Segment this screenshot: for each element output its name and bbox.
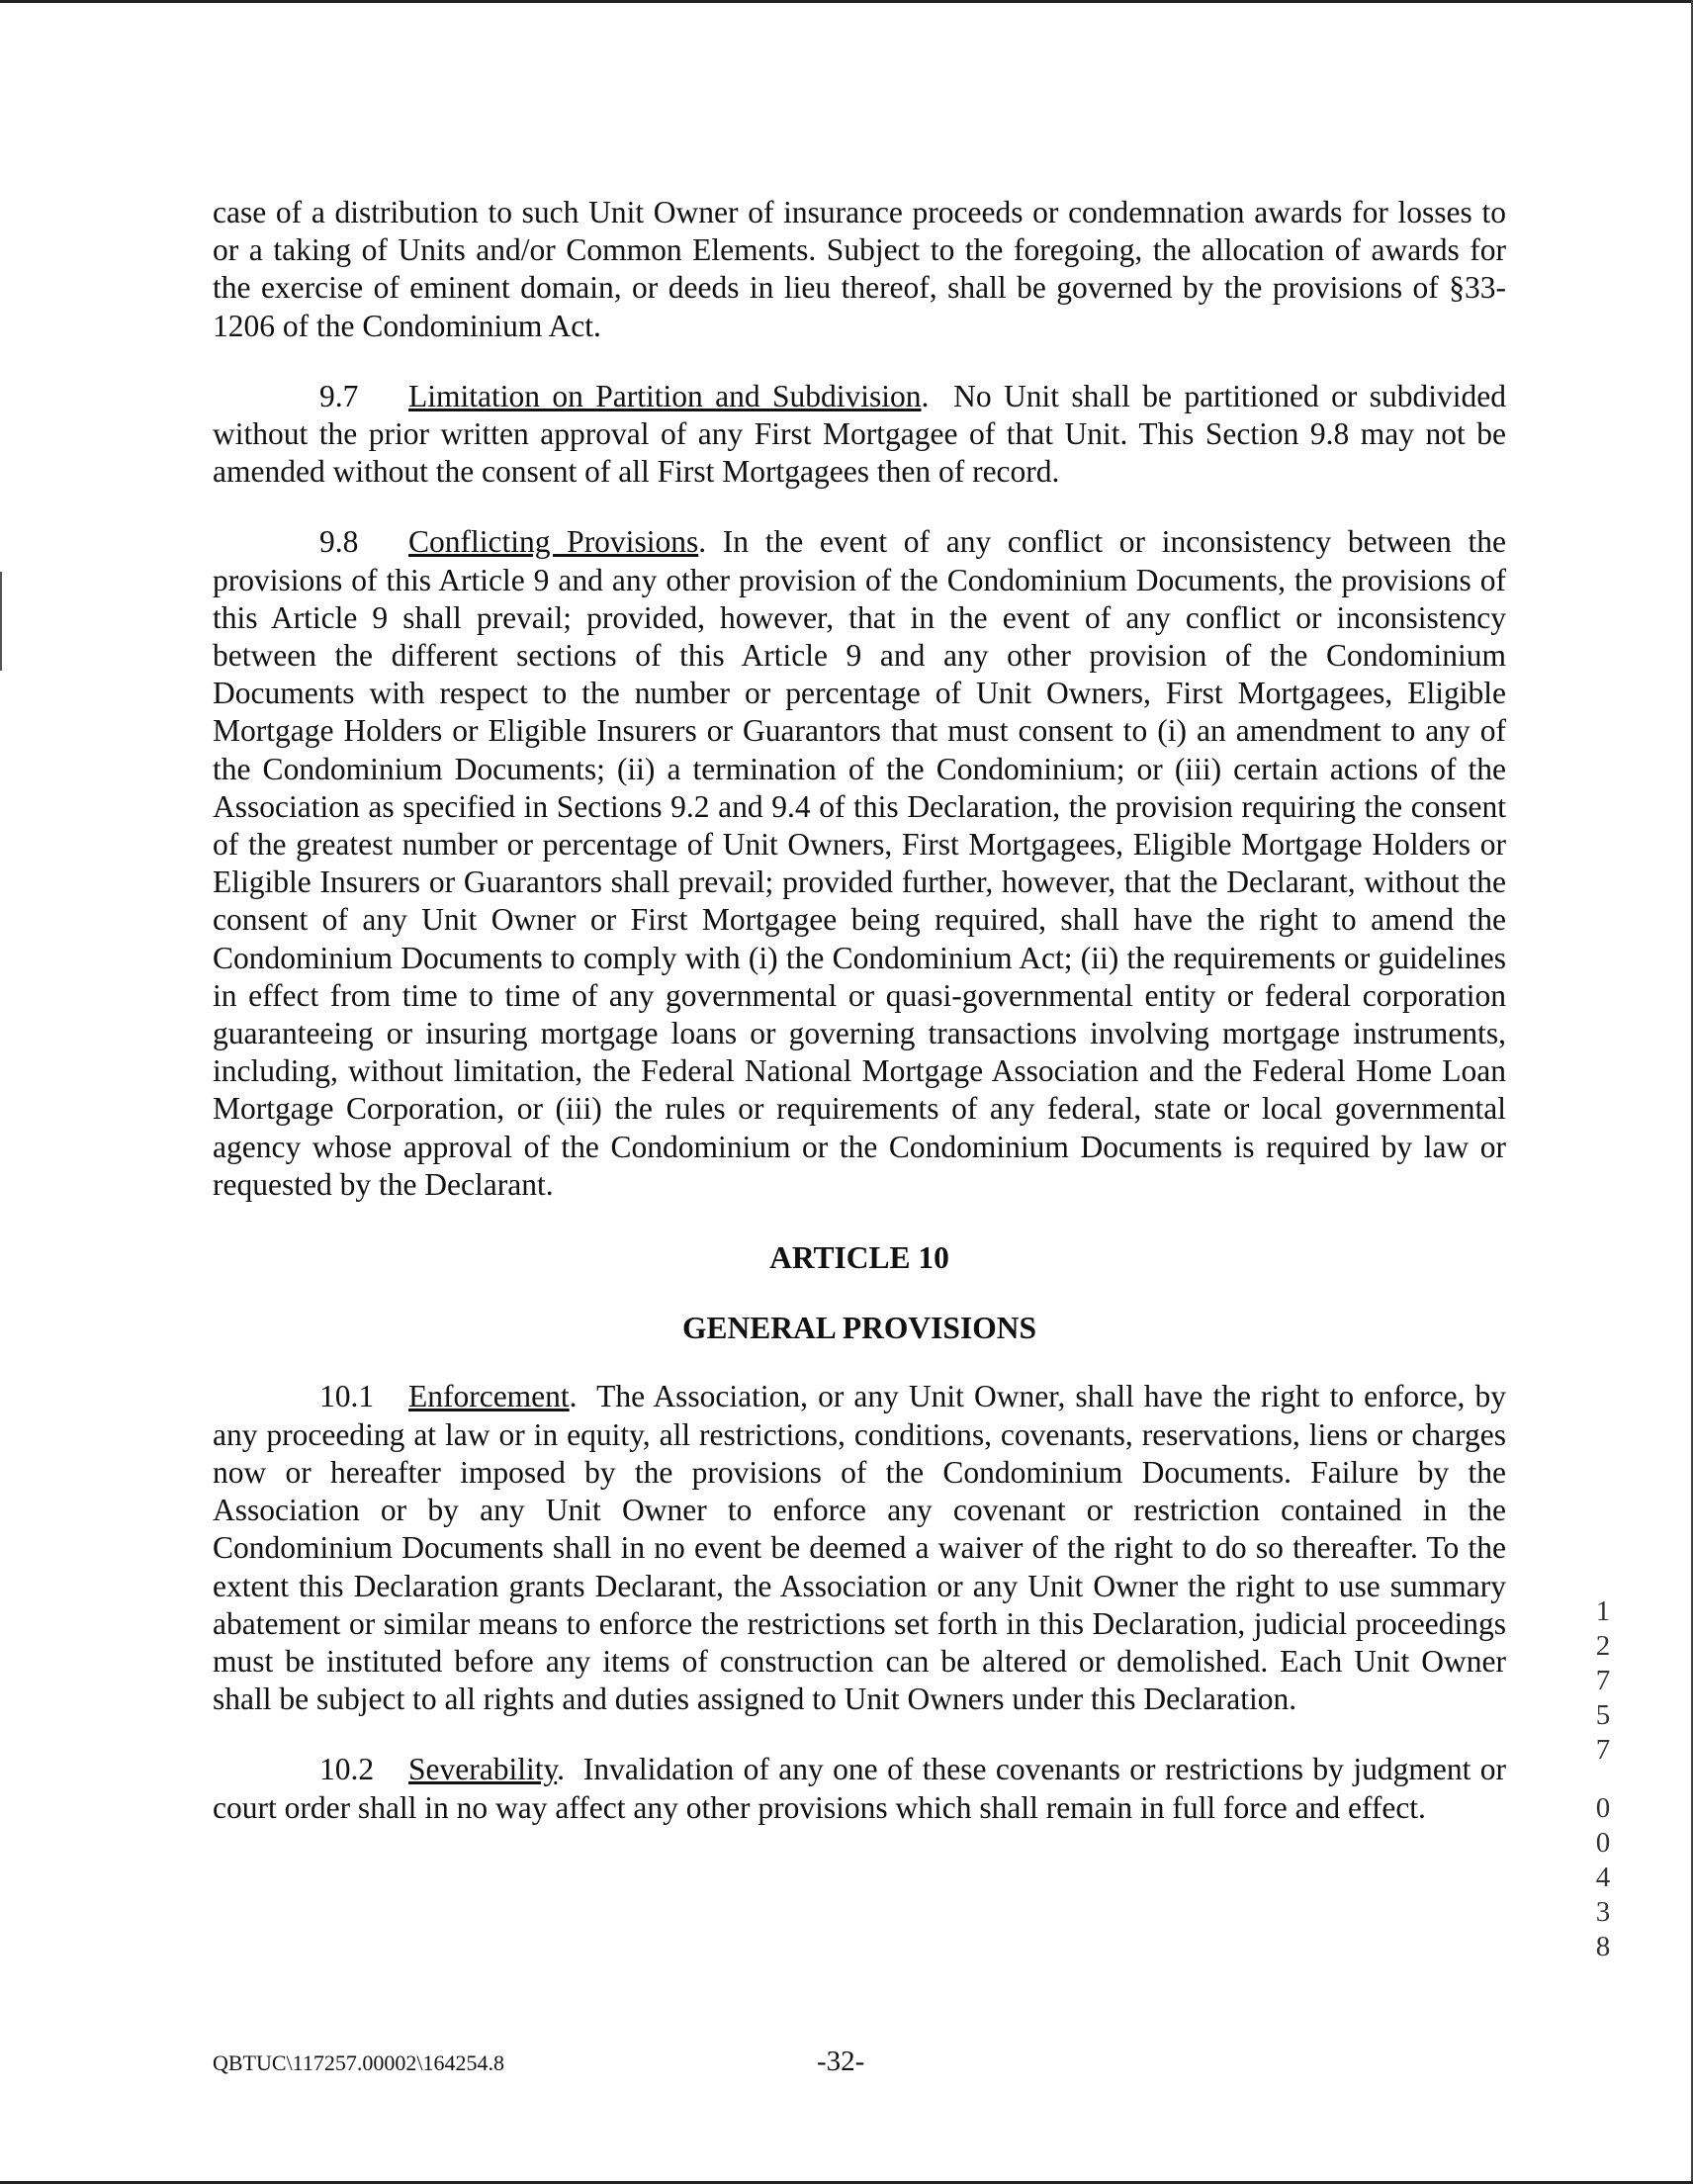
margin-book-page-stamp xyxy=(1588,1594,1618,1964)
section-title: Severability xyxy=(408,1752,558,1787)
stamp-digit: 7 xyxy=(1595,1665,1611,1696)
footer-document-id: QBTUC\117257.00002\164254.8 xyxy=(213,2050,504,2075)
paragraph-continuation: case of a distribution to such Unit Owner of insurance proceeds or condemnation awards for losses to or a taking of Units and/or Common Elements. Subject to the foregoing, the allocation of awards for the exercise of eminent domain, or deeds in lieu thereof, shall be governed by the provisions of §33-1206 of the Condominium Act. xyxy=(213,195,1506,343)
section-9-7: 9.7 Limitation on Partition and Subdivision. No Unit shall be partitioned or subdivided without the prior written approval of any First Mortgagee of that Unit. This Section 9.8 may not be amended without the consent of all First Mortgagees then of record. xyxy=(213,378,1507,490)
stamp-digit: 5 xyxy=(1595,1699,1611,1731)
stamp-digit: 0 xyxy=(1595,1827,1611,1859)
section-number: 9.7 xyxy=(319,378,359,413)
scan-mark-left xyxy=(0,572,2,671)
document-page xyxy=(213,194,1506,1827)
stamp-digit: 8 xyxy=(1595,1931,1611,1962)
section-number: 9.8 xyxy=(319,524,359,560)
footer-page-number: -32- xyxy=(817,2046,865,2077)
stamp-digit: 4 xyxy=(1595,1862,1611,1893)
scan-border-top xyxy=(0,0,1693,3)
section-text: In the event of any conflict or inconsistency between the provisions of this Article 9 and any other provision of the Condominium Documents, the provisions of this Article 9 shall prevail; provided, however, that in the event of any conflict or inconsistency between the different sections of this Article 9 and any other provision of the Condominium Documents with respect to the number or percentage of Unit Owners, First Mortgagees, Eligible Mortgage Holders or Eligible Insurers or Guarantors that must consent to (i) an amendment to any of the Condominium Documents; (ii) a termination of the Condominium; or (iii) certain actions of the Association as specified in Sections 9.2 and 9.4 of this Declaration, the provision requiring the consent of the greatest number or percentage of Unit Owners, First Mortgagees, Eligible Mortgage Holders or Eligible Insurers or Guarantors shall prevail; provided further, however, that the Declarant, without the consent of any Unit Owner or First Mortgagee being required, shall have the right to amend the Condominium Documents to comply with (i) the Condominium Act; (ii) the requirements or guidelines in effect from time to time of any governmental or quasi-governmental entity or federal corporation guaranteeing or insuring mortgage loans or governing transactions involving mortgage instruments, including, without limitation, the Federal National Mortgage Association and the Federal Home Loan Mortgage Corporation, or (iii) the rules or requirements of any federal, state or local governmental agency whose approval of the Condominium or the Condominium Documents is required by law or requested by the Declarant. xyxy=(213,524,1507,1202)
stamp-digit: 3 xyxy=(1595,1896,1611,1928)
article-heading: ARTICLE 10 xyxy=(769,1240,949,1276)
section-title: Conflicting Provisions xyxy=(408,524,699,560)
section-text: No Unit shall be partitioned or subdivided without the prior written approval of any First Mortgagee of that Unit. This Section 9.8 may not be amended without the consent of all First Mortgagees then of record. xyxy=(213,378,1507,490)
stamp-digit: 2 xyxy=(1595,1630,1611,1662)
section-10-2: 10.2 Severability. Invalidation of any one of these covenants or restrictions by judgment or court order shall in no way affect any other provisions which shall remain in full force and effect. xyxy=(213,1752,1506,1825)
section-text: The Association, or any Unit Owner, shall have the right to enforce, by any proceeding at law or in equity, all restrictions, conditions, covenants, reservations, liens or charges now or hereafter imposed by the provisions of the Condominium Documents. Failure by the Association or by any Unit Owner to enforce any covenant or restriction contained in the Condominium Documents shall in no event be deemed a waiver of the right to do so thereafter. To the extent this Declaration grants Declarant, the Association or any Unit Owner the right to use summary abatement or similar means to enforce the restrictions set forth in this Declaration, judicial proceedings must be instituted before any items of construction can be altered or demolished. Each Unit Owner shall be subject to all rights and duties assigned to Unit Owners under this Declaration. xyxy=(213,1379,1506,1717)
stamp-digit: 1 xyxy=(1595,1595,1611,1627)
article-subheading: GENERAL PROVISIONS xyxy=(682,1311,1036,1346)
stamp-digit: 0 xyxy=(1595,1792,1611,1824)
section-title: Limitation on Partition and Subdivision xyxy=(408,378,922,413)
stamp-digit: 7 xyxy=(1595,1734,1611,1766)
section-10-1: 10.1 Enforcement. The Association, or any Unit Owner, shall have the right to enforce, by any proceeding at law or in equity, all restrictions, conditions, covenants, reservations, liens or charges now or hereafter imposed by the provisions of the Condominium Documents. Failure by the Association or by any Unit Owner to enforce any covenant or restriction contained in the Condominium Documents shall in no event be deemed a waiver of the right to do so thereafter. To the extent this Declaration grants Declarant, the Association or any Unit Owner the right to use summary abatement or similar means to enforce the restrictions set forth in this Declaration, judicial proceedings must be instituted before any items of construction can be altered or demolished. Each Unit Owner shall be subject to all rights and duties assigned to Unit Owners under this Declaration. xyxy=(213,1379,1506,1717)
section-text: Invalidation of any one of these covenants or restrictions by judgment or court order shall in no way affect any other provisions which shall remain in full force and effect. xyxy=(213,1752,1506,1825)
section-number: 10.2 xyxy=(319,1752,375,1787)
section-number: 10.1 xyxy=(319,1379,375,1414)
section-title: Enforcement xyxy=(408,1379,570,1414)
section-9-8: 9.8 Conflicting Provisions. In the event of any conflict or inconsistency between the provisions of this Article 9 and any other provision of the Condominium Documents, the provisions of this Article 9 shall prevail; provided, however, that in the event of any conflict or inconsistency between the different sections of this Article 9 and any other provision of the Condominium Documents with respect to the number or percentage of Unit Owners, First Mortgagees, Eligible Mortgage Holders or Eligible Insurers or Guarantors that must consent to (i) an amendment to any of the Condominium Documents; (ii) a termination of the Condominium; or (iii) certain actions of the Association as specified in Sections 9.2 and 9.4 of this Declaration, the provision requiring the consent of the greatest number or percentage of Unit Owners, First Mortgagees, Eligible Mortgage Holders or Eligible Insurers or Guarantors shall prevail; provided further, however, that the Declarant, without the consent of any Unit Owner or First Mortgagee being required, shall have the right to amend the Condominium Documents to comply with (i) the Condominium Act; (ii) the requirements or guidelines in effect from time to time of any governmental or quasi-governmental entity or federal corporation guaranteeing or insuring mortgage loans or governing transactions involving mortgage instruments, including, without limitation, the Federal National Mortgage Association and the Federal Home Loan Mortgage Corporation, or (iii) the rules or requirements of any federal, state or local governmental agency whose approval of the Condominium or the Condominium Documents is required by law or requested by the Declarant. xyxy=(213,524,1507,1202)
